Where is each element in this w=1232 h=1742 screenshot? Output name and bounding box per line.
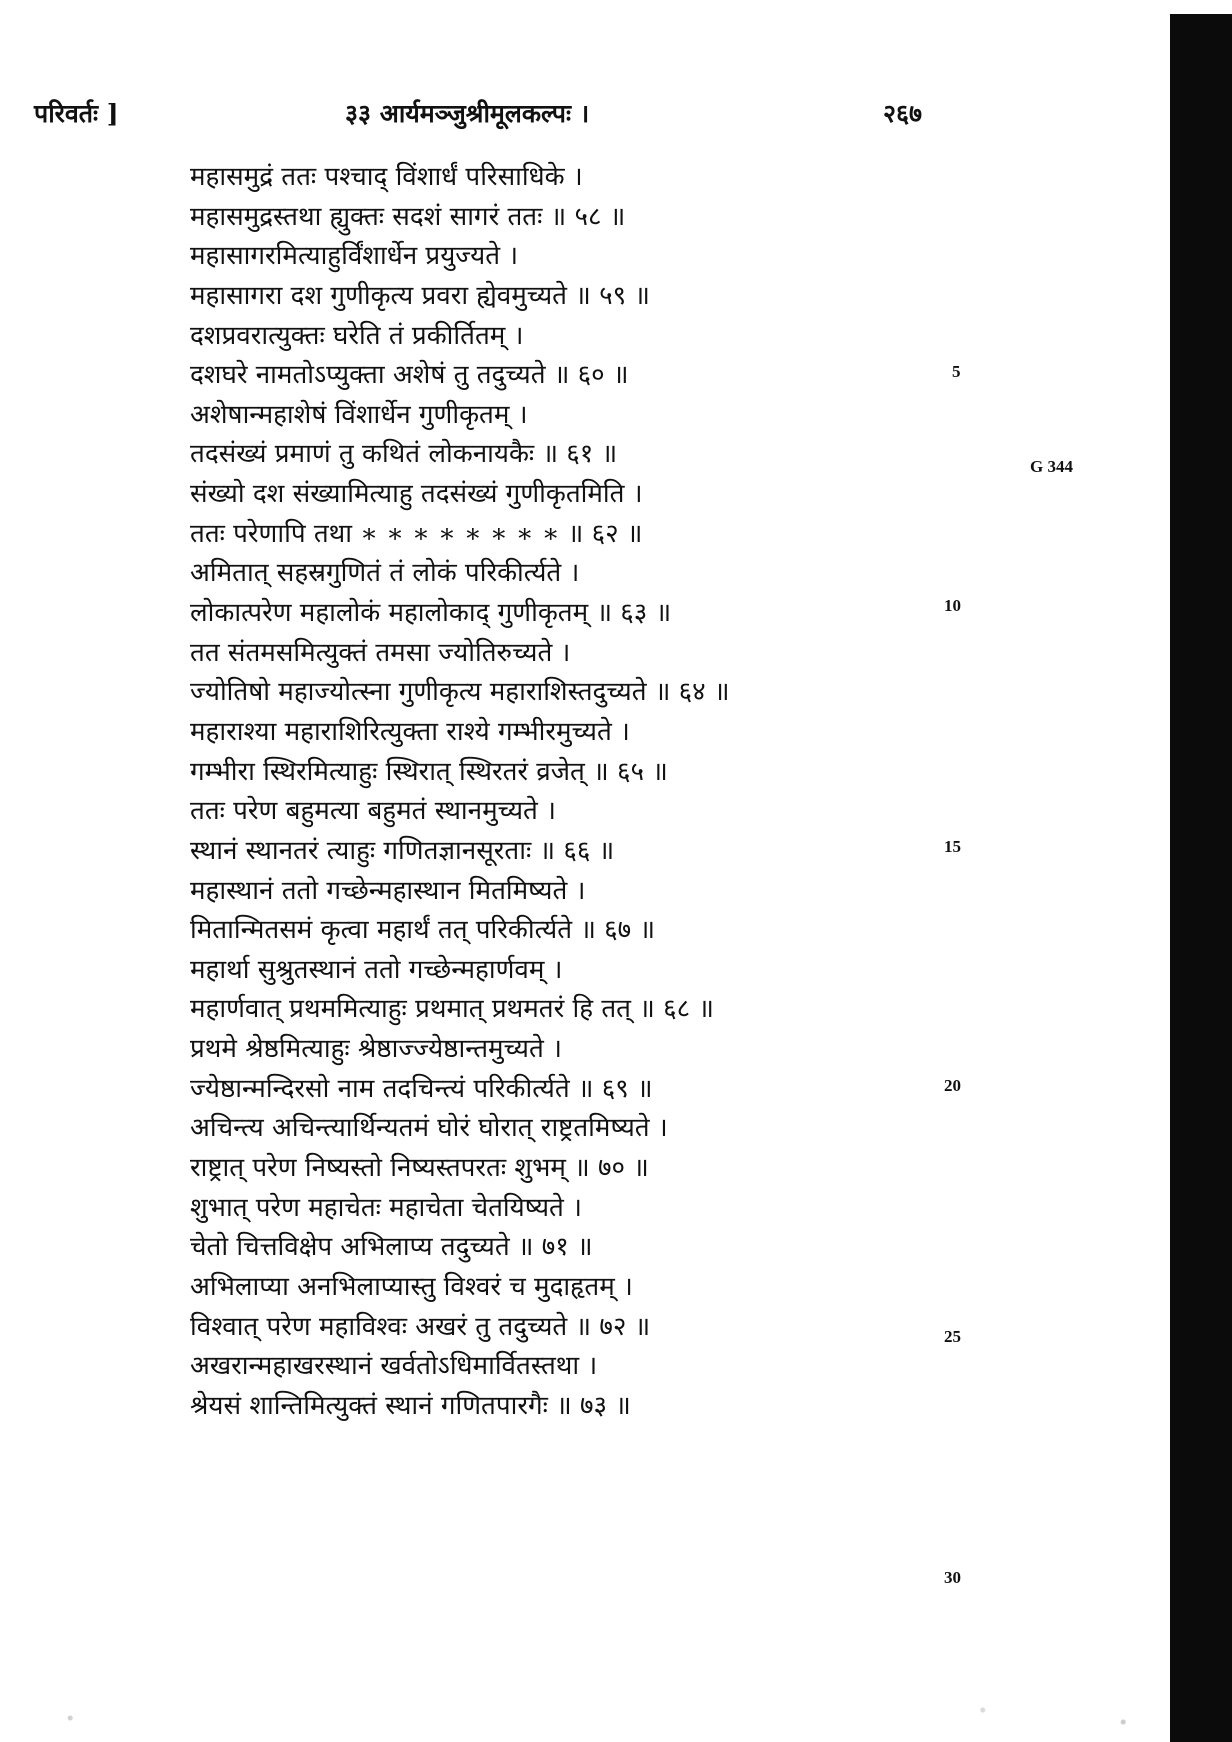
verse-line: अचिन्त्य अचिन्त्यार्थिन्यतमं घोरं घोरात् राष्ट्रतमिष्यते । bbox=[190, 1113, 668, 1144]
verse-line: अमितात् सहस्रगुणितं तं लोकं परिकीर्त्यते । bbox=[190, 558, 580, 589]
verse-line: श्रेयसं शान्तिमित्युक्तं स्थानं गणितपारगैः ॥ ७३ ॥ bbox=[190, 1390, 631, 1421]
verse-line: प्रथमे श्रेष्ठमित्याहुः श्रेष्ठाज्ज्येष्ठान्तमुच्यते । bbox=[190, 1034, 562, 1065]
verse-line: गम्भीरा स्थिरमित्याहुः स्थिरात् स्थिरतरं व्रजेत् ॥ ६५ ॥ bbox=[190, 756, 668, 787]
verse-line: राष्ट्रात् परेण निष्यस्तो निष्यस्तपरतः शुभम् ॥ ७० ॥ bbox=[190, 1153, 649, 1184]
verse-line: शुभात् परेण महाचेतः महाचेता चेतयिष्यते । bbox=[190, 1192, 582, 1223]
page-header bbox=[0, 96, 1170, 136]
line-number-30: 30 bbox=[944, 1568, 961, 1587]
verse-line: अशेषान्महाशेषं विंशार्धेन गुणीकृतम् । bbox=[190, 399, 528, 430]
verse-line: महासागरा दश गुणीकृत्य प्रवरा ह्येवमुच्यते ॥ ५९ ॥ bbox=[190, 280, 650, 311]
verse-line: महासमुद्रस्तथा ह्युक्तः सदशं सागरं ततः ॥ ५८ ॥ bbox=[190, 201, 626, 232]
verse-line: दशघरे नामतोऽप्युक्ता अशेषं तु तदुच्यते ॥ ६० ॥ bbox=[190, 360, 629, 391]
verse-line: महार्णवात् प्रथममित्याहुः प्रथमात् प्रथमतरं हि तत् ॥ ६८ ॥ bbox=[190, 994, 714, 1025]
line-number-5: 5 bbox=[952, 362, 961, 381]
verse-line: अखरान्महाखरस्थानं खर्वतोऽधिमार्वितस्तथा । bbox=[190, 1351, 598, 1382]
verse-line: तदसंख्यं प्रमाणं तु कथितं लोकनायकैः ॥ ६१ ॥ bbox=[190, 439, 618, 470]
verse-line: महास्थानं ततो गच्छेन्महास्थान मितमिष्यते । bbox=[190, 875, 586, 906]
verse-line: महार्था सुश्रुतस्थानं ततो गच्छेन्महार्णवम् । bbox=[190, 954, 563, 985]
line-number-20: 20 bbox=[944, 1076, 961, 1095]
verse-line: महाराश्या महाराशिरित्युक्ता राश्ये गम्भीरमुच्यते । bbox=[190, 716, 630, 747]
verse-line: महासागरमित्याहुर्विंशार्धेन प्रयुज्यते । bbox=[190, 241, 519, 272]
line-number-10: 10 bbox=[944, 596, 961, 615]
verse-line: ज्योतिषो महाज्योत्स्ना गुणीकृत्य महाराशिस्तदुच्यते ॥ ६४ ॥ bbox=[190, 677, 730, 708]
verse-line: लोकात्परेण महालोकं महालोकाद् गुणीकृतम् ॥ ६३ ॥ bbox=[190, 598, 672, 629]
verse-line: ततः परेण बहुमत्या बहुमतं स्थानमुच्यते । bbox=[190, 796, 556, 827]
page-number: २६७ bbox=[883, 99, 923, 128]
scan-edge-shadow bbox=[1170, 14, 1232, 1742]
verse-line: दशप्रवरात्युक्तः घरेति तं प्रकीर्तितम् । bbox=[190, 320, 524, 351]
verse-line: मितान्मितसमं कृत्वा महार्थं तत् परिकीर्त्यते ॥ ६७ ॥ bbox=[190, 915, 656, 946]
verse-line: स्थानं स्थानतरं त्याहुः गणितज्ञानसूरताः ॥ ६६ ॥ bbox=[190, 835, 615, 866]
line-number-25: 25 bbox=[944, 1327, 961, 1346]
verse-line: महासमुद्रं ततः पश्चाद् विंशार्धं परिसाधिके । bbox=[190, 162, 583, 192]
verse-line: विश्वात् परेण महाविश्वः अखरं तु तदुच्यते ॥ ७२ ॥ bbox=[190, 1311, 651, 1342]
scan-noise bbox=[0, 1662, 1170, 1742]
verse-line: चेतो चित्तविक्षेप अभिलाप्य तदुच्यते ॥ ७१ ॥ bbox=[190, 1232, 593, 1263]
verse-line: ततः परेणापि तथा ∗ ∗ ∗ ∗ ∗ ∗ ∗ ∗ ॥ ६२ ॥ bbox=[190, 518, 643, 549]
running-title: ३३ आर्यमञ्जुश्रीमूलकल्पः । bbox=[345, 99, 590, 128]
verse-line: अभिलाप्या अनभिलाप्यास्तु विश्वरं च मुदाहृतम् । bbox=[190, 1271, 633, 1302]
verse-line: तत संतमसमित्युक्तं तमसा ज्योतिरुच्यते । bbox=[190, 637, 571, 668]
verse-block bbox=[190, 158, 910, 1427]
section-marker: परिवर्तः ] bbox=[34, 99, 119, 128]
verse-line: संख्यो दश संख्यामित्याहु तदसंख्यं गुणीकृतमिति । bbox=[190, 479, 643, 510]
edition-reference: G 344 bbox=[1030, 457, 1073, 476]
verse-line: ज्येष्ठान्मन्दिरसो नाम तदचिन्त्यं परिकीर्त्यते ॥ ६९ ॥ bbox=[190, 1073, 653, 1104]
line-number-15: 15 bbox=[944, 837, 961, 856]
